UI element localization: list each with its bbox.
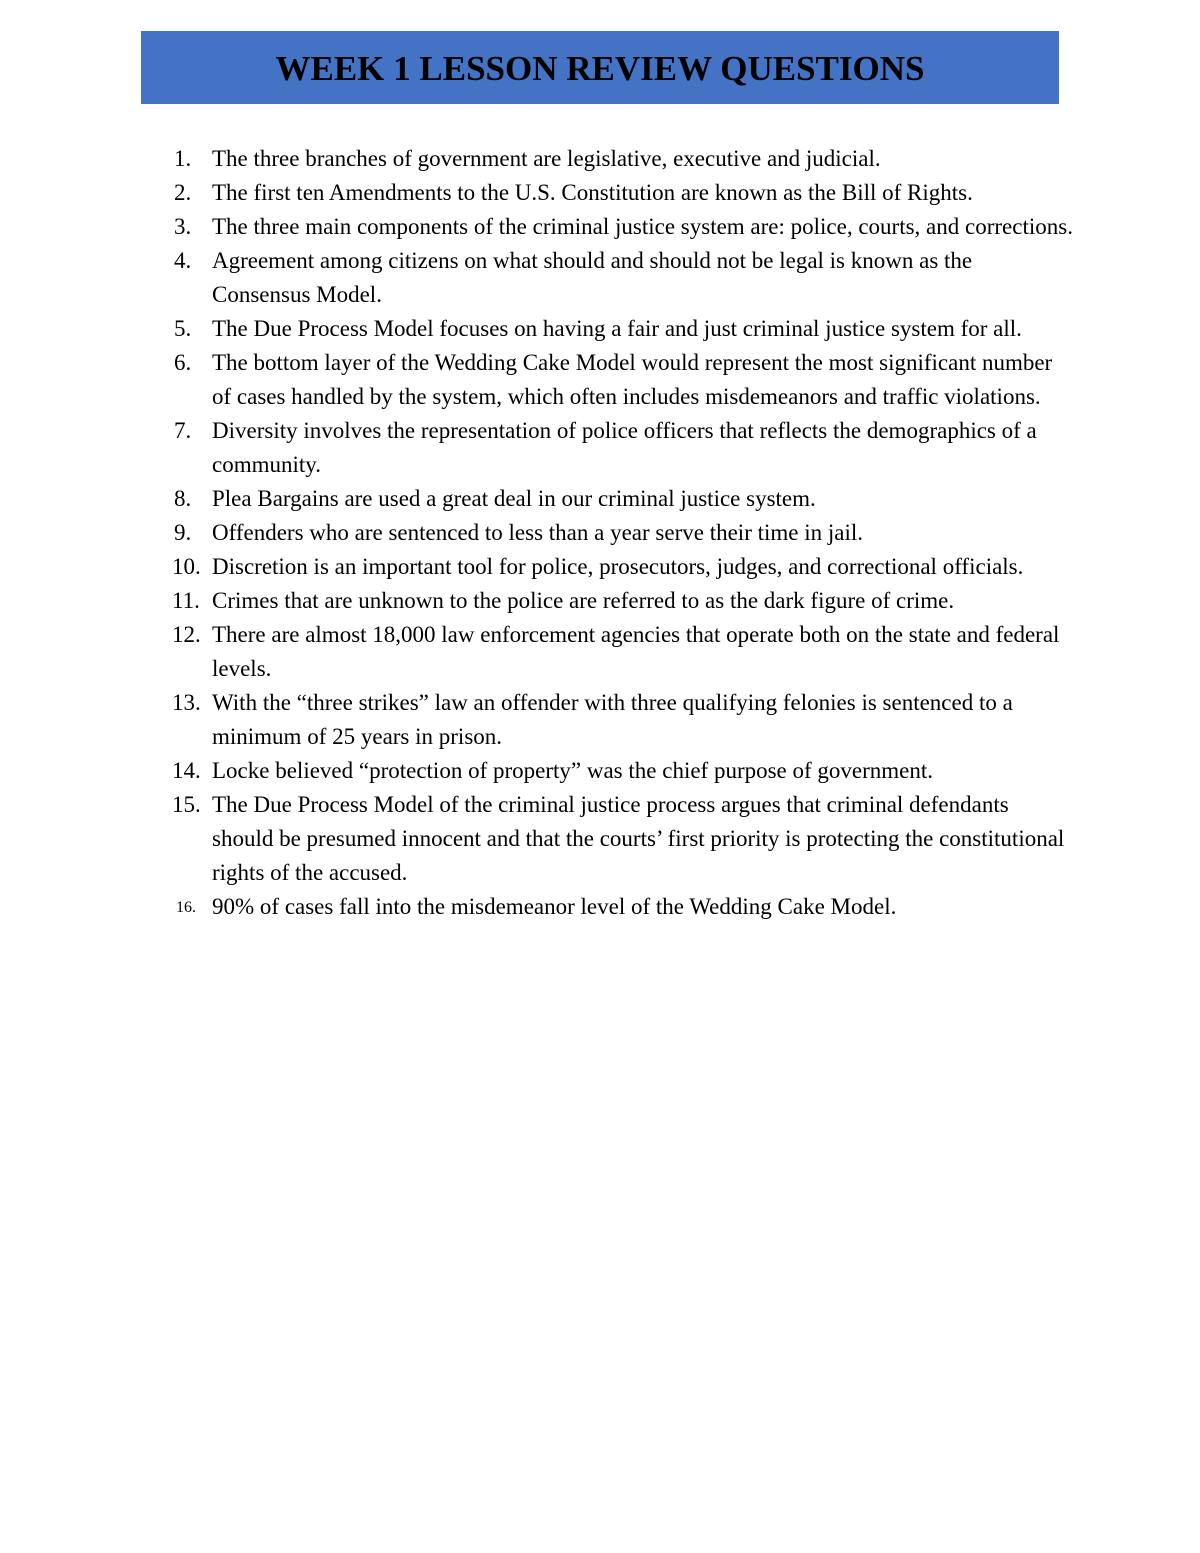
question-text: The three main components of the criminal justice system are: police, courts, and corrections.	[212, 214, 1073, 239]
question-number: 14.	[172, 758, 201, 783]
question-item-16	[0, 890, 1200, 924]
question-item-5	[0, 312, 1200, 346]
question-number: 7.	[174, 418, 192, 443]
question-item-11	[0, 584, 1200, 618]
question-item-3	[0, 210, 1200, 244]
question-item-7	[0, 414, 1200, 482]
title-banner	[141, 31, 1059, 104]
question-list	[0, 142, 1200, 924]
question-item-12	[0, 618, 1200, 686]
question-item-8	[0, 482, 1200, 516]
question-text: Locke believed “protection of property” was the chief purpose of government.	[212, 758, 934, 783]
question-number: 9.	[174, 520, 192, 545]
question-item-4	[0, 244, 1200, 312]
question-number: 2.	[174, 180, 192, 205]
question-text: There are almost 18,000 law enforcement agencies that operate both on the state and federal levels.	[212, 622, 1060, 681]
question-item-15	[0, 788, 1200, 890]
question-text: Agreement among citizens on what should and should not be legal is known as the Consensus Model.	[212, 248, 973, 307]
question-text: Plea Bargains are used a great deal in our criminal justice system.	[212, 486, 816, 511]
question-text: Diversity involves the representation of police officers that reflects the demographics of a community.	[212, 418, 1037, 477]
question-number: 6.	[174, 350, 192, 375]
question-item-13	[0, 686, 1200, 754]
question-number: 16.	[176, 899, 196, 916]
question-number: 4.	[174, 248, 192, 273]
question-text: The three branches of government are legislative, executive and judicial.	[212, 146, 881, 171]
question-text: Crimes that are unknown to the police are referred to as the dark figure of crime.	[212, 588, 955, 613]
question-number: 10.	[172, 554, 201, 579]
question-item-10	[0, 550, 1200, 584]
question-text: 90% of cases fall into the misdemeanor level of the Wedding Cake Model.	[212, 894, 897, 919]
question-text: Discretion is an important tool for police, prosecutors, judges, and correctional officials.	[212, 554, 1024, 579]
question-number: 12.	[172, 622, 201, 647]
question-item-9	[0, 516, 1200, 550]
question-number: 11.	[172, 588, 200, 613]
question-text: The Due Process Model focuses on having a fair and just criminal justice system for all.	[212, 316, 1022, 341]
question-number: 8.	[174, 486, 192, 511]
question-text: The first ten Amendments to the U.S. Constitution are known as the Bill of Rights.	[212, 180, 973, 205]
question-number: 5.	[174, 316, 192, 341]
question-item-2	[0, 176, 1200, 210]
question-number: 3.	[174, 214, 192, 239]
question-text: With the “three strikes” law an offender with three qualifying felonies is sentenced to a minimum of 25 years in prison.	[212, 690, 1013, 749]
question-number: 1.	[174, 146, 192, 171]
page-title: WEEK 1 LESSON REVIEW QUESTIONS	[275, 48, 925, 88]
question-text: The bottom layer of the Wedding Cake Model would represent the most significant number of cases handled by the system, which often includes misdemeanors and traffic violations.	[212, 350, 1053, 409]
question-number: 13.	[172, 690, 201, 715]
question-text: The Due Process Model of the criminal justice process argues that criminal defendants should be presumed innocent and that the courts’ first priority is protecting the constitutional rights of the accused.	[212, 792, 1065, 885]
question-item-14	[0, 754, 1200, 788]
question-text: Offenders who are sentenced to less than a year serve their time in jail.	[212, 520, 863, 545]
question-number: 15.	[172, 792, 201, 817]
question-item-6	[0, 346, 1200, 414]
question-item-1	[0, 142, 1200, 176]
